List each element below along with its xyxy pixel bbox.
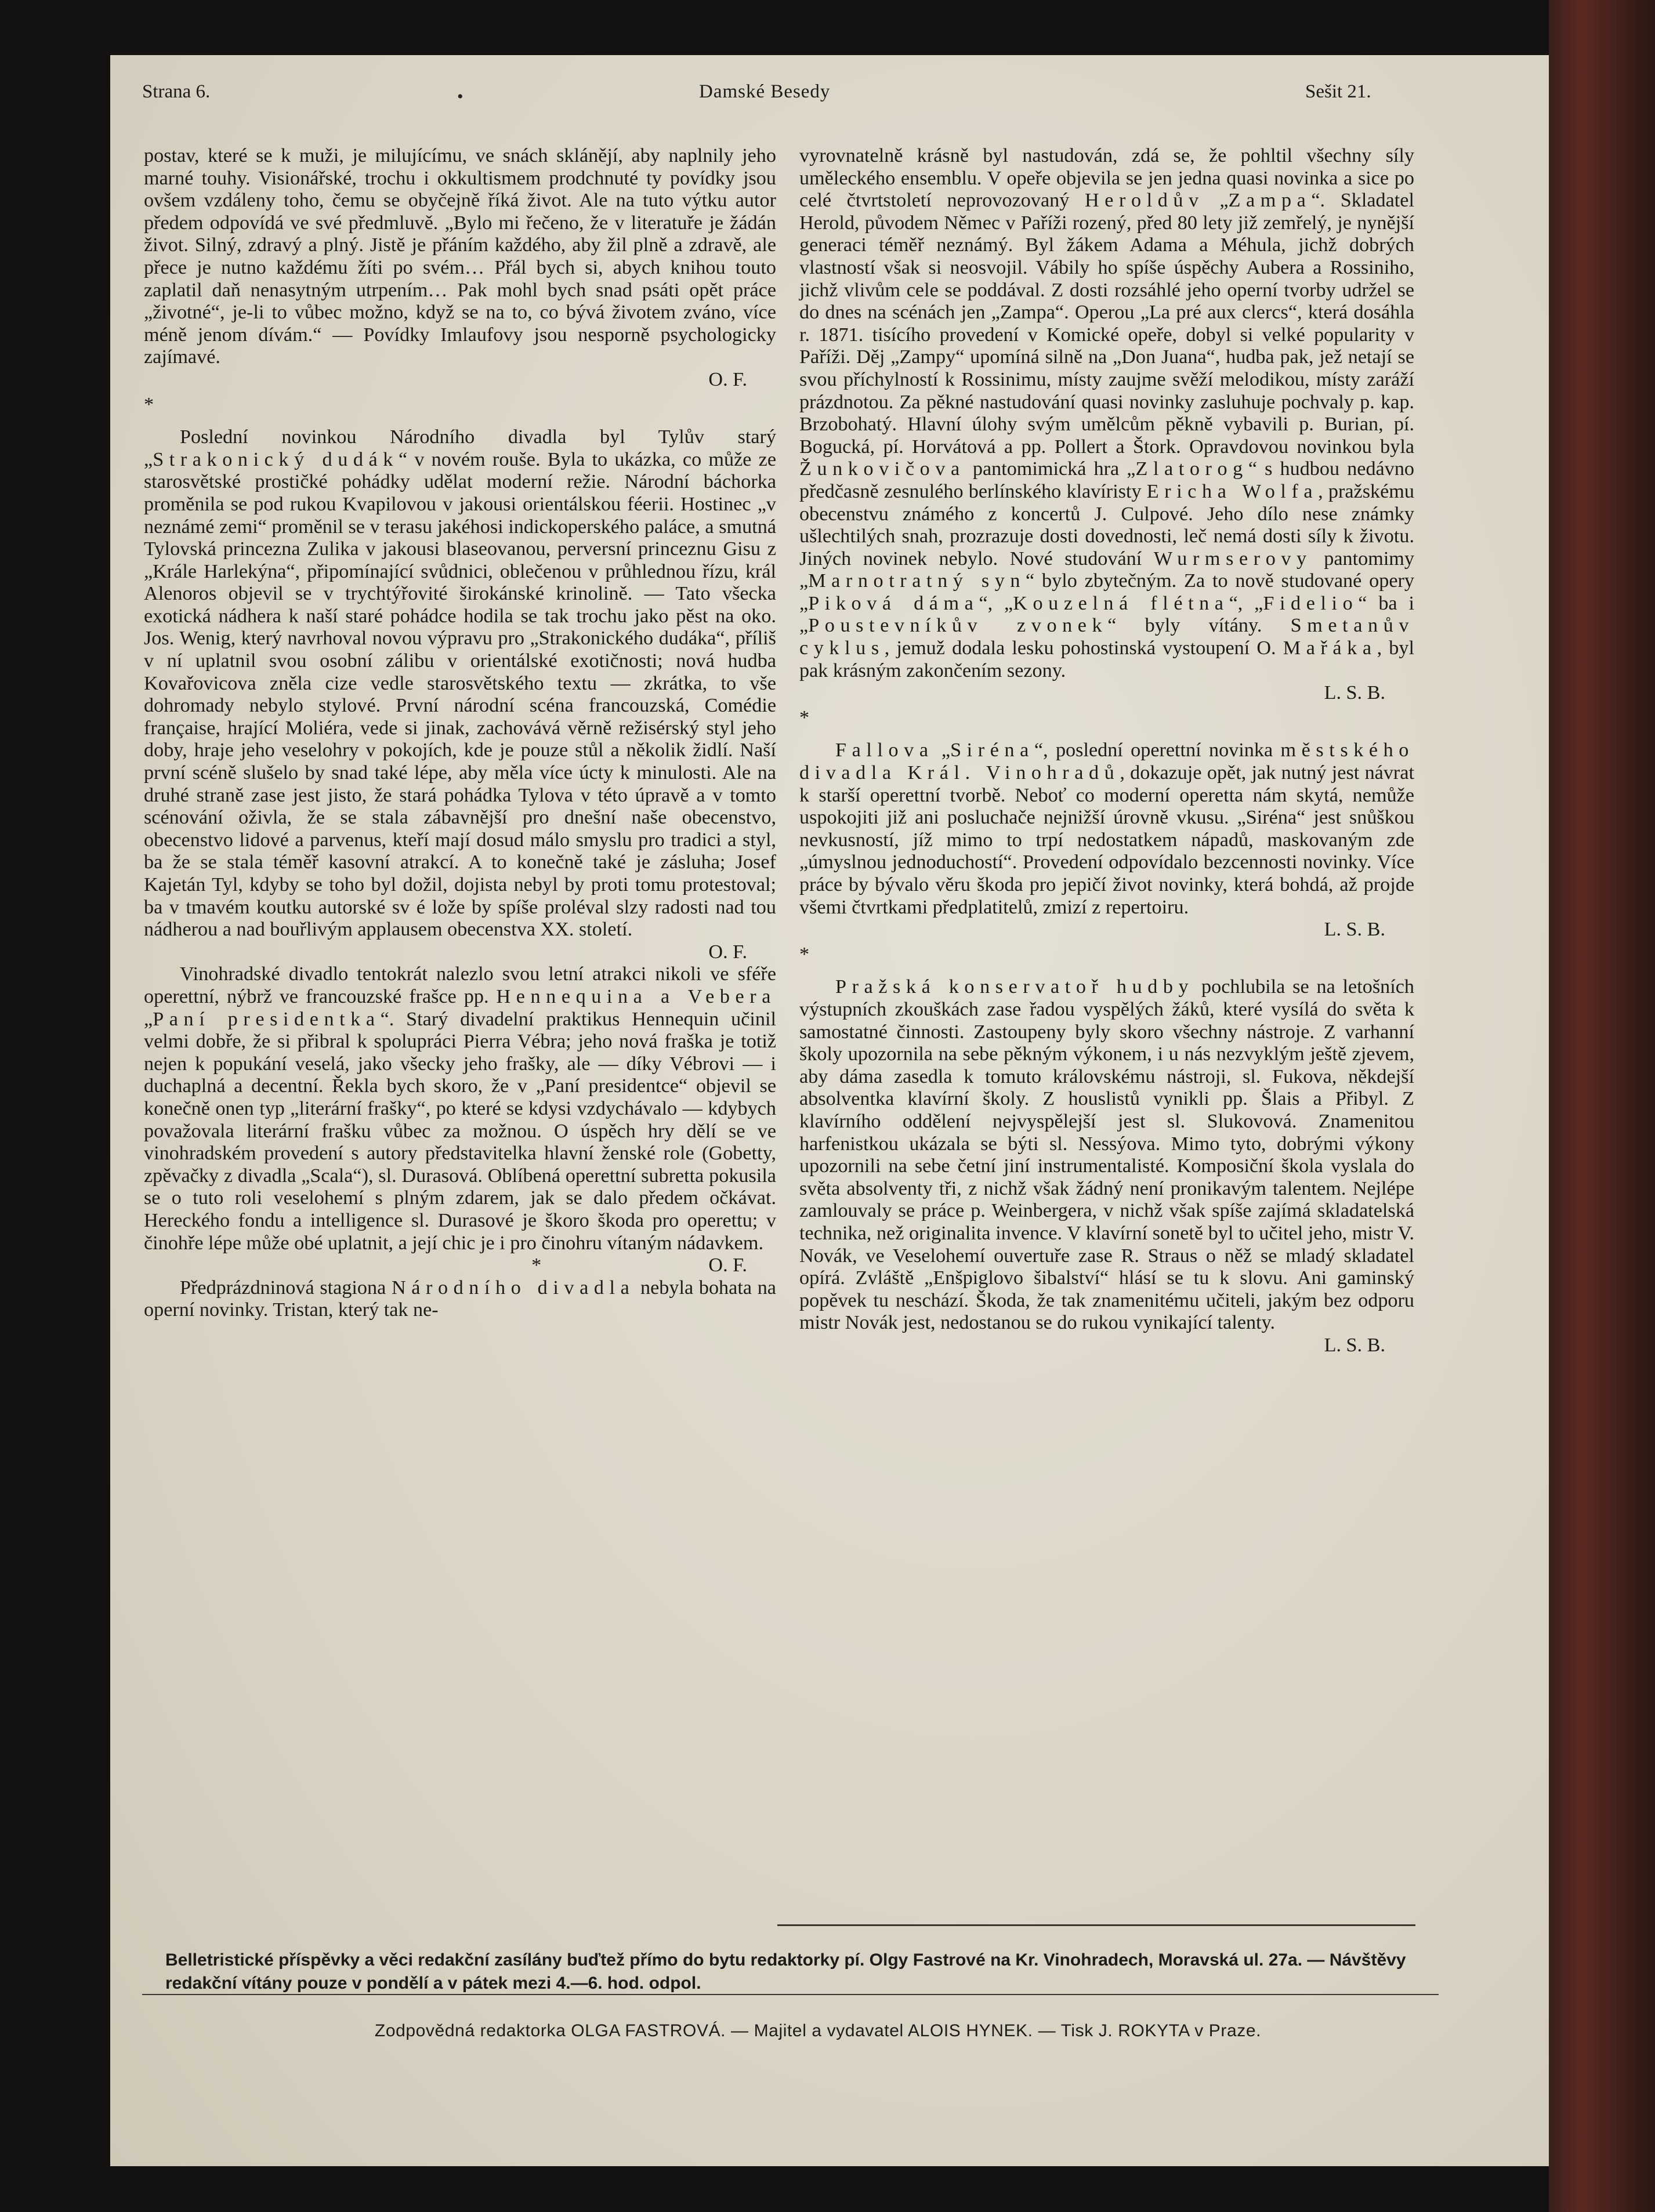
author-initials: L. S. B. [1324,1334,1385,1356]
spaced-emphasis: Marnotratný syn [808,570,1026,592]
author-signature-row [799,682,1414,705]
spaced-emphasis: Paní presidentka [153,1008,381,1030]
author-signature-row [799,1335,1414,1357]
issue-number: Sešit 21. [1305,81,1371,102]
author-signature-row [144,1254,776,1277]
spaced-emphasis: Piková dáma [808,592,979,614]
author-initials: O. F. [708,368,747,390]
text-run: „ [144,1008,153,1030]
spaced-emphasis: Zampa [1228,190,1312,212]
article-paragraph [144,1277,776,1322]
author-initials: O. F. [708,941,747,963]
text-run: pantomimy „ [799,547,1414,592]
spaced-emphasis: Národního divadla [391,1277,635,1299]
spaced-emphasis: Heroldův [1084,190,1204,212]
section-asterisk: * [531,1254,542,1277]
article-paragraph [799,739,1414,919]
text-run: , dokazuje opět, jak nutný jest návrat k starší operettní tvorbě. Neboť co moderní operetta nám skytá, nemůže uspokojiti již ani posluchače nejnižší úrovně vkusu. „Siréna“ jest snůškou nevkusností, jíž mimo to trpí nedostatkem nápadů, maskovaným zde „úmyslnou jednoduchostí“. Provedení odpovídalo bezcennosti novinky. Více práce by bývalo věru škoda pro jepičí život novinky, která bohdá, až projde všemi čtvrtkami předplatitelů, zmizí z repertoiru. [799,762,1414,918]
text-run: nebyla bohata na operní novinky. Tristan, který tak ne- [144,1277,776,1321]
article-paragraph: postav, které se k muži, je milujícímu, ve snách sklánějí, aby naplnily jeho marné touhy. Visionářské, trochu i okkultismem prodchnuté ty povídky jsou ovšem vzdáleny toho, čemu se obyčejně říká život. Ale na tuto výtku autor předem odpovídá ve své předmluvě. „Bylo mi řečeno, že v literatuře je žádán život. Silný, zdravý a plný. Jistě je přáním každého, aby žil plně a zdravě, ale přece je nutno každému žíti po svém… Přál bych si, abych knihou touto zaplatil daň nenasytným utrpením… Pak mohl bych snad psáti opět práce „životné“, je-li to vůbec možno, když se na to, co bývá životem zváno, více méně jenom dívám.“ — Povídky Imlaufovy jsou nesporně psychologicky zajímavé. [144,145,776,368]
article-paragraph [144,426,776,941]
header-dot: • [457,87,463,106]
section-asterisk: * [799,943,810,965]
text-run: Vinohradské divadlo tentokrát nalezlo svou letní atrakci nikoli ve sféře operettní, nýbrž ve francouzské frašce pp. [144,963,776,1007]
text-run: , byl pak krásným zakončením sezony. [799,637,1414,681]
text-run: “. Skladatel Herold, původem Němec v Paříži rozený, před 80 lety již zemřelý, je nynější generaci téměř neznámý. Byl žákem Adama a Méhula, jichž dobrých vlastností však si neosvojil. Vábily ho spíše úspěchy Aubera a Rossiniho, jichž vlivům cele se poddával. Z dosti rozsáhlé jeho operní tvorby udržel se do dnes na scénách jen „Zampa“. Operou „La pré aux clercs“, která dosáhla r. 1871. tisícího provedení v Komické opeře, dobyl si velké popularity v Paříži. Děj „Zampy“ upomíná silně na „Don Juana“, hudba pak, jež netají se svou příchylností k Rossinimu, místy zaujme svěží melodikou, místy zaráží prázdnotou. Za pěkné nastudování quasi novinky zasluhuje pochvaly p. kap. Brzobohatý. Hlavní úlohy svým umělcům pěkně vybavili p. Burian, pí. Bogucká, pí. Horvátová a pp. Pollert a Štork. Opravdovou novinkou byla [799,190,1414,458]
author-initials: L. S. B. [1324,919,1385,941]
spaced-emphasis: Poustevníkův zvonek [808,615,1108,637]
binding-edge [1549,0,1655,2212]
spaced-emphasis: Hennequina a Vebera [496,985,777,1007]
spaced-emphasis: Fidelio [1263,592,1359,614]
spaced-emphasis: Žunkovičova [799,458,965,480]
text-run: “, „ [979,592,1013,614]
spaced-emphasis: Smetanův cyklus [799,615,1415,659]
text-run: “ ba i „ [799,592,1414,637]
text-run: pochlubila se na letošních výstupních zkouškách zase řadou vyspělých žáků, které vysílá do světa k samostatné činnosti. Zastoupeny byly skoro všechny nástroje. Z varhanní školy upozornila na sebe pěkným výkonem, i u nás nezvyklým ještě zjevem, aby dáma zasedla k tomuto královskému nástroji, sl. Fukova, někdejší absolventka klavírní školy. Z houslistů vynikli pp. Šlais a Přibyl. Z klavírního oddělení nejvyspělejší jest sl. Slukovová. Znamenitou harfenistkou ukázala se býti sl. Nessýova. Mimo tyto, dobrými výkony upozornili na sebe četní jiní instrumentalisté. Komposiční škola vyslala do světa absolventy tři, z nichž však žádný není pronikavým talentem. Nejlépe zamlouvaly se práce p. Weinbergera, v nichž však spíše zajímá skladatelská technika, než originalita invence. V klavírní sonetě byl to učitel jeho, mistr V. Novák, ve Veselohemí ouvertuře zase R. Straus o něž se mladý skladatel opírá. Zvláště „Enšpiglovo šibalství“ hlásí se tu k slovu. Ani gaminský popěvek tu neschází. Škoda, že tak znamenitému učiteli, jakým bez odporu mistr Novák jest, nedostanou se do rukou vynikající talenty. [799,976,1414,1334]
text-run: „ [1204,190,1229,212]
journal-title: Damské Besedy [699,81,831,102]
page-number: Strana 6. [142,81,211,102]
spaced-emphasis: městského divadla Král. Vinohradů [799,739,1414,784]
spaced-emphasis: Zlatorog [1135,458,1248,480]
author-initials: L. S. B. [1324,682,1385,704]
article-paragraph [799,976,1414,1335]
right-column [799,145,1414,1357]
text-run: “ byly vítány. [1107,615,1291,637]
column-end-rule [777,1924,1415,1926]
spaced-emphasis: Strakonický dudák [153,448,399,470]
text-run: “ s hudbou nedávno předčasně zesnulého berlínského klavíristy [799,458,1415,502]
spaced-emphasis: Fallova [835,739,934,761]
text-run: Předprázdninová stagiona [180,1277,392,1299]
text-run: „ [933,739,951,761]
text-run: pantomimická hra „ [965,458,1136,480]
editorial-notice: Belletristické příspěvky a věci redakční zasílány buďtež přímo do bytu redaktorky pí. Olgy Fastrové na Kr. Vinohradech, Moravská ul. 27a. — Návštěvy redakční vítány pouze v pondělí a v pátek mezi 4.—6. hod. odpol. [165,1950,1406,1993]
section-asterisk: * [799,706,810,728]
spaced-emphasis: Siréna [950,739,1034,761]
spaced-emphasis: Mařáka [1283,637,1377,659]
article-paragraph [799,145,1414,682]
author-signature-row [799,919,1414,941]
author-initials: O. F. [708,1254,747,1277]
text-run: Poslední novinkou Národního divadla byl Tylův starý „ [144,426,776,470]
author-signature-row [144,369,776,391]
author-signature-row [144,941,776,964]
text-run: “, „ [1229,592,1263,614]
text-run: “, poslední operettní novinka [1034,739,1281,761]
spaced-emphasis: Pražská konservatoř hudby [835,976,1194,998]
left-column [144,145,776,1322]
text-run: “ v novém rouše. Byla to ukázka, co může ze starosvětské prostičké pohádky udělat moderní režie. Národní báchorka proměnila se pod rukou Kvapilovou v jakousi orientálskou féerii. Hostinec „v neznámé zemi“ proměnil se v terasu jakéhosi indickoperského paláce, a smutná Tylovská princezna Zulika v jakousi blaseovanou, perversní princeznu Gisu z „Krále Harlekýna“, připomínající svůdnici, oblečenou v průhlednou řízu, král Alenoros objevil se v trychtýřovité širokánské krinolině. — Tato všecka exotická nádhera k naší staré pohádce hodila se tak trochu jako pěst na oko. Jos. Wenig, který navrhoval novou výpravu pro „Strakonického dudáka“, příliš v ní uplatnil svou osobní zálibu v orientálské exotičnosti; nová hudba Kovařovicova zněla cize vedle starosvětského textu — zkrátka, to vše dohromady nebylo stylové. První národní scéna francouzská, Comédie française, hrající Moliéra, vede si jinak, zachovává věrně režisérský styl jeho doby, hraje jeho veselohry v pokojích, kde je pouze stůl a několik židlí. Naší první scéně slušelo by snad také lépe, aby měla více úcty k minulosti. Ale na druhé straně zase jest jisto, že stará pohádka Tylova v této úpravě a v tomto scénování oživla, že se stala zábavnější pro dnešní naše obecenstvo, obecenstvo lidové a parvenus, kteří mají dosud málo smyslu pro tradici a styl, ba že se stala téměř kasovní atrakcí. A to konečně také je zásluha; Josef Kajetán Tyl, kdyby se toho byl dožil, dojista nebyl by proti tomu protestoval; ba v tmavém koutku autorské sv é lože by spíše proléval slzy radosti nad tou nádherou a nad bouřlivým applausem obecenstva XX. století. [144,448,776,941]
section-asterisk: * [144,393,154,415]
text-run: vyrovnatelně krásně byl nastudován, zdá se, že pohltil všechny síly uměleckého ensemblu. V opeře objevila se jen jedna quasi novinka a sice po celé čtvrtstoletí neprovozovaný [799,145,1414,212]
spaced-emphasis: Kouzelná flétna [1013,592,1229,614]
spaced-emphasis: Ericha Wolfa [1146,480,1319,502]
article-paragraph [144,963,776,1254]
imprint-footer: Zodpovědná redaktorka OLGA FASTROVÁ. — Majitel a vydavatel ALOIS HYNEK. — Tisk J. ROKYTA v Praze. [374,2021,1262,2040]
text-run: “ bylo zbytečným. Za to nově studované opery „ [799,570,1414,614]
text-run: , pražskému obecenstvu známého z koncertů J. Culpové. Jeho dílo nese známky ušlechtilých snah, prozrazuje dosti dovednosti, leč nemá dosti síly k životu. Jiných novinek nebylo. Nové studování [799,480,1414,570]
text-run: “. Starý divadelní praktikus Hennequin učinil velmi dobře, že si přibral k spolupráci Pierra Vébra; jeho nová fraška je totiž nejen k popukání veselá, jako všecky jeho frašky, ale — díky Vébrovi — i duchaplná a decentní. Řekla bych skoro, že v „Paní presidentce“ objevil se konečně onen typ „literární frašky“, po které se kdysi vzdychávalo — kdybych považovala literární frašku vůbec za možnou. O úspěch hry dělí se ve vinohradském provedení s autory představitelka hlavní ženské role (Gobetty, zpěvačky z divadla „Scala“), sl. Durasová. Oblíbená operettní subretta pokusila se o tuto roli veselohemí s plným zdarem, jak se dalo předem očkávat. Hereckého fondu a intelligence sl. Durasové je škoro škoda pro operettu; v činohře lépe může obé uplatnit, a její chic je i pro činohru vítaným nádavkem. [144,1008,776,1254]
spaced-emphasis: Wurmserovy [1153,547,1312,570]
text-run: , jemuž dodala lesku pohostinská vystoupení O. [884,637,1283,659]
